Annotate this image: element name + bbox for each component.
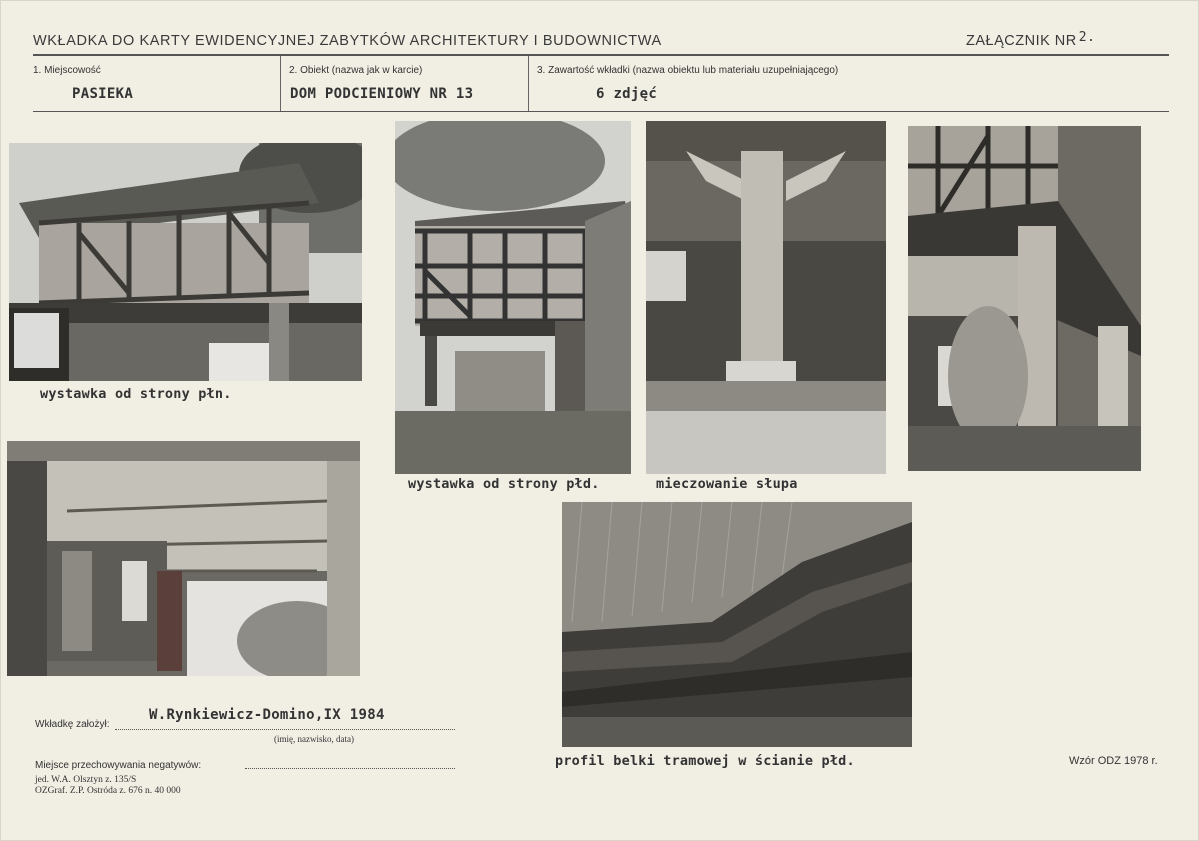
object-label: 2. Obiekt (nazwa jak w karcie): [289, 65, 423, 76]
place-label: 1. Miejscowość: [33, 65, 101, 76]
annex-label: [966, 30, 1096, 49]
photo-south-overhang: [395, 121, 631, 474]
header-rule-bottom: [33, 111, 1169, 112]
object-value: DOM PODCIENIOWY NR 13: [290, 86, 474, 102]
founder-line: [115, 729, 455, 730]
annex-number: 2.: [1078, 30, 1096, 45]
founder-hint: (imię, nazwisko, data): [274, 734, 354, 744]
photo-post-bracing: [646, 121, 886, 474]
card-title: WKŁADKA DO KARTY EWIDENCYJNEJ ZABYTKÓW ARCHITEKTURY I BUDOWNICTWA: [33, 33, 662, 49]
photo-corner-post: [908, 126, 1141, 471]
header-rule-top: [33, 54, 1169, 56]
negatives-line: [245, 768, 455, 769]
founder-value: W.Rynkiewicz-Domino,IX 1984: [149, 707, 385, 723]
photo-caption-1: wystawka od strony płn.: [40, 386, 232, 402]
founder-label: Wkładkę założył:: [35, 719, 110, 730]
annex-text: ZAŁĄCZNIK NR: [966, 33, 1077, 49]
photo-caption-2: wystawka od strony płd.: [408, 476, 600, 492]
field-divider-1: [280, 56, 281, 111]
print-info-2: OZGraf. Z.P. Ostróda z. 676 n. 40 000: [35, 786, 181, 796]
print-info-1: jed. W.A. Olsztyn z. 135/S: [35, 775, 137, 785]
contents-value: 6 zdjęć: [596, 86, 658, 102]
photo-caption-6: profil belki tramowej w ścianie płd.: [555, 753, 855, 769]
place-value: PASIEKA: [72, 86, 134, 102]
negatives-label: Miejsce przechowywania negatywów:: [35, 760, 202, 771]
photo-ceiling: [7, 441, 360, 676]
photo-north-overhang: [9, 143, 362, 381]
photo-caption-3: mieczowanie słupa: [656, 476, 798, 492]
field-divider-2: [528, 56, 529, 111]
contents-label: 3. Zawartość wkładki (nazwa obiektu lub materiału uzupełniającego): [537, 65, 839, 76]
photo-beam-profile: [562, 502, 912, 747]
model-label: Wzór ODZ 1978 r.: [1069, 755, 1158, 767]
